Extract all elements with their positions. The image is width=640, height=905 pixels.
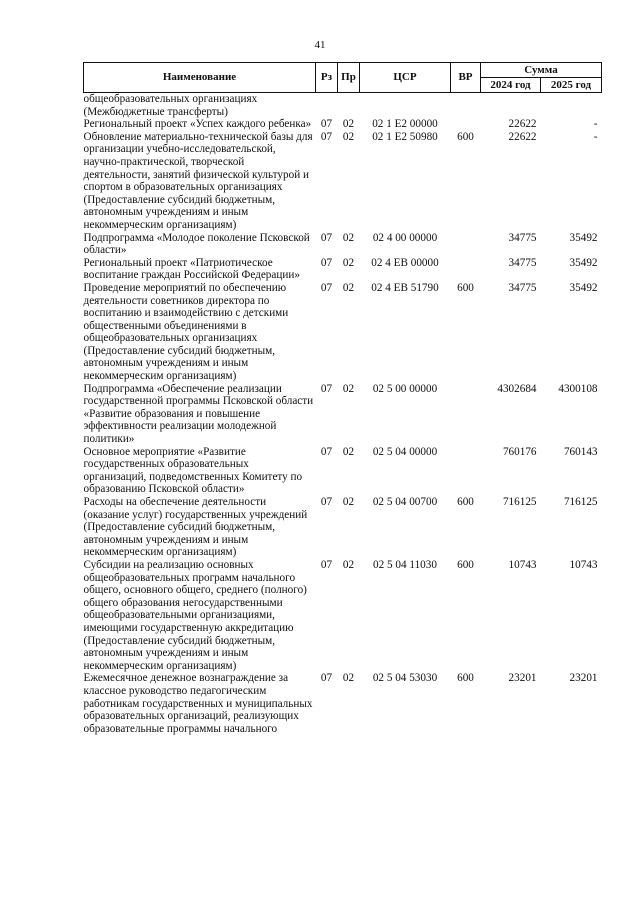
row-pr: 02 bbox=[342, 445, 355, 458]
row-amount-2024: 34775 bbox=[508, 281, 537, 294]
row-amount-2025: 4300108 bbox=[558, 382, 598, 395]
row-rz: 07 bbox=[320, 231, 333, 244]
table-row bbox=[84, 131, 602, 232]
row-amount-2025: 35492 bbox=[569, 256, 598, 269]
table-row bbox=[84, 446, 602, 496]
row-csr: 02 5 04 00700 bbox=[372, 496, 438, 508]
row-csr: 02 5 04 11030 bbox=[373, 558, 437, 571]
table-row bbox=[84, 559, 602, 672]
header-2024: 2024 год bbox=[481, 78, 541, 93]
table-row bbox=[84, 232, 602, 257]
row-amount-2025: 23201 bbox=[569, 672, 598, 685]
row-name: Субсидии на реализацию основных общеобразовательных программ начального общего, основного общего, среднего (полного) общего образования негосударственными общеобразовательными организациями, имеющими государственную аккредитацию (Предоставление субсидий бюджетным, автономным учреждениям и иным некоммерческим организациям) bbox=[83, 558, 307, 672]
row-rz: 07 bbox=[320, 382, 333, 395]
table-row bbox=[84, 257, 602, 282]
row-csr: 02 4 ЕВ 51790 bbox=[371, 281, 439, 294]
row-amount-2024: 716125 bbox=[502, 496, 537, 508]
row-pr: 02 bbox=[342, 382, 355, 395]
row-amount-2025: 35492 bbox=[569, 231, 598, 244]
row-amount-2025 bbox=[541, 93, 602, 119]
row-amount-2024: 22622 bbox=[508, 118, 537, 131]
row-amount-2024: 4302684 bbox=[497, 382, 537, 395]
row-amount-2025: 35492 bbox=[569, 281, 598, 294]
row-amount-2025: - bbox=[593, 130, 598, 143]
row-vr bbox=[451, 257, 481, 282]
row-csr: 02 5 00 00000 bbox=[372, 382, 438, 395]
table-row bbox=[84, 282, 602, 383]
header-name: Наименование bbox=[84, 63, 316, 93]
row-amount-2024: 34775 bbox=[508, 256, 537, 269]
page-number: 41 bbox=[314, 39, 326, 51]
table-header bbox=[84, 63, 602, 93]
row-pr: 02 bbox=[342, 130, 355, 143]
row-pr: 02 bbox=[342, 231, 355, 244]
row-name: Ежемесячное денежное вознаграждение за классное руководство педагогическим работникам государственных и муниципальных образовательных организаций, реализующих образовательные программы начального bbox=[83, 672, 313, 735]
row-pr bbox=[338, 93, 360, 119]
row-csr bbox=[360, 93, 451, 119]
row-rz: 07 bbox=[320, 281, 333, 294]
row-vr bbox=[451, 446, 481, 496]
row-pr: 02 bbox=[342, 558, 355, 571]
row-rz: 07 bbox=[320, 558, 333, 571]
row-rz: 07 bbox=[320, 118, 333, 131]
table-body bbox=[84, 93, 602, 736]
row-name: общеобразовательных организациях (Межбюджетные трансферты) bbox=[83, 93, 258, 118]
row-rz bbox=[316, 93, 338, 119]
row-amount-2025: 760143 bbox=[563, 445, 598, 458]
row-name: Подпрограмма «Молодое поколение Псковской области» bbox=[83, 231, 310, 257]
row-amount-2024: 23201 bbox=[508, 672, 537, 685]
row-csr: 02 4 ЕВ 00000 bbox=[371, 256, 439, 269]
header-pr: Пр bbox=[338, 63, 360, 93]
table-row bbox=[84, 93, 602, 119]
budget-table bbox=[83, 62, 602, 735]
row-pr: 02 bbox=[342, 118, 355, 131]
row-rz: 07 bbox=[320, 672, 333, 685]
row-name: Основное мероприятие «Развитие государственных образовательных организаций, подведомственных Комитету по образованию Псковской области» bbox=[83, 445, 303, 496]
row-pr: 02 bbox=[342, 281, 355, 294]
row-amount-2024: 22622 bbox=[508, 130, 537, 143]
row-vr bbox=[451, 383, 481, 446]
row-amount-2024: 10743 bbox=[508, 558, 537, 571]
row-csr: 02 4 00 00000 bbox=[372, 231, 438, 244]
table-row bbox=[84, 118, 602, 131]
row-name: Обновление материально-технической базы для организации учебно-исследовательской, научно-практической, творческой деятельности, занятий физической культурой и спортом в образовательных организациях (Предоставление субсидий бюджетным, автономным учреждениям и иным некоммерческим организациям) bbox=[83, 130, 313, 231]
row-amount-2025: - bbox=[593, 118, 598, 131]
row-amount-2025: 716125 bbox=[563, 496, 598, 508]
row-amount-2024 bbox=[481, 93, 541, 119]
row-csr: 02 1 Е2 00000 bbox=[372, 118, 438, 131]
row-vr: 600 bbox=[457, 281, 474, 294]
table-row bbox=[84, 496, 602, 559]
row-rz: 07 bbox=[320, 256, 333, 269]
row-name: Расходы на обеспечение деятельности (оказание услуг) государственных учреждений (Предоставление субсидий бюджетным, автономным учреждениям и иным некоммерческим организациям) bbox=[83, 496, 308, 559]
header-csr: ЦСР bbox=[360, 63, 451, 93]
row-vr: 600 bbox=[457, 496, 474, 508]
row-vr bbox=[451, 118, 481, 131]
table-row bbox=[84, 672, 602, 735]
table-row bbox=[84, 383, 602, 446]
row-rz: 07 bbox=[320, 130, 333, 143]
row-pr: 02 bbox=[342, 256, 355, 269]
header-rz: Рз bbox=[316, 63, 338, 93]
row-amount-2025: 10743 bbox=[569, 558, 598, 571]
header-2025: 2025 год bbox=[541, 78, 602, 93]
row-rz: 07 bbox=[320, 445, 333, 458]
row-vr: 600 bbox=[457, 672, 474, 685]
row-amount-2024: 34775 bbox=[508, 231, 537, 244]
row-rz: 07 bbox=[320, 496, 333, 508]
row-csr: 02 5 04 00000 bbox=[372, 445, 438, 458]
row-name: Региональный проект «Успех каждого ребенка» bbox=[83, 118, 312, 131]
row-vr bbox=[451, 232, 481, 257]
row-name: Подпрограмма «Обеспечение реализации государственной программы Псковской области «Развитие образования и повышение эффективности реализации молодежной политики» bbox=[83, 382, 314, 446]
row-pr: 02 bbox=[342, 672, 355, 685]
row-vr: 600 bbox=[457, 558, 474, 571]
header-sum: Сумма bbox=[481, 63, 602, 78]
row-vr: 600 bbox=[457, 130, 474, 143]
row-amount-2024: 760176 bbox=[502, 445, 537, 458]
header-vr: ВР bbox=[451, 63, 481, 93]
row-name: Проведение мероприятий по обеспечению деятельности советников директора по воспитанию и взаимодействию с детскими общественными объединениями в общеобразовательных организациях (Предоставление субсидий бюджетным, автономным учреждениям и иным некоммерческим организациям) bbox=[83, 281, 289, 383]
row-csr: 02 5 04 53030 bbox=[372, 672, 438, 685]
row-vr bbox=[451, 93, 481, 119]
row-name: Региональный проект «Патриотическое воспитание граждан Российской Федерации» bbox=[83, 256, 300, 282]
row-csr: 02 1 Е2 50980 bbox=[372, 130, 438, 143]
row-pr: 02 bbox=[342, 496, 355, 508]
